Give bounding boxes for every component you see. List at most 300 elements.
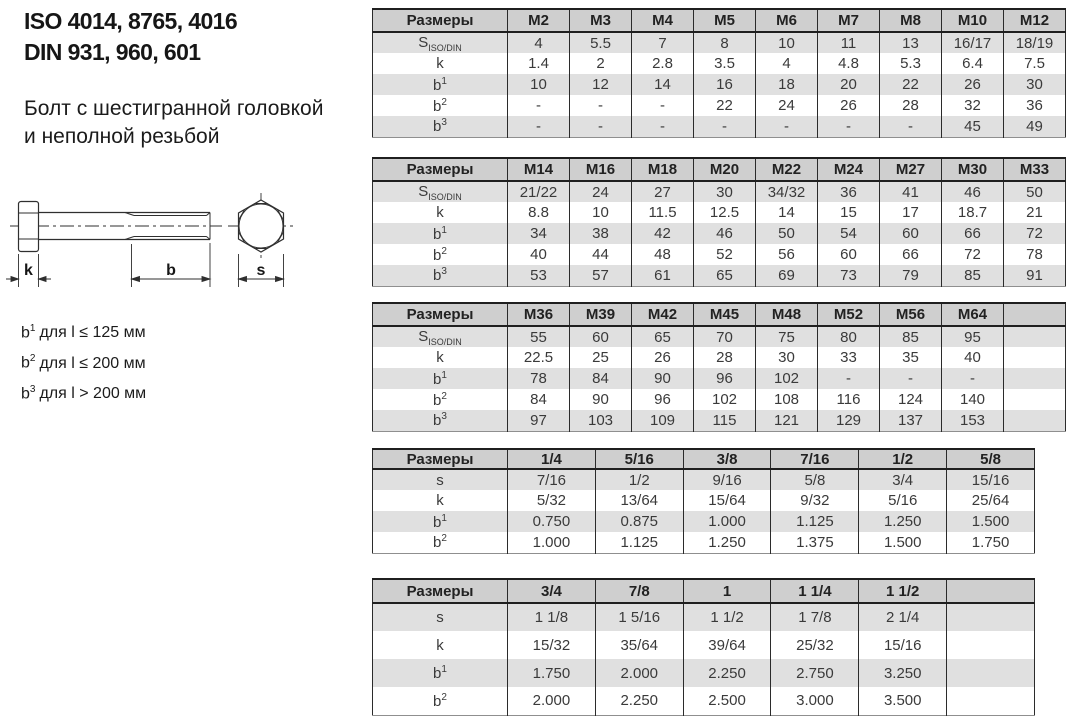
column-header: 5/16 bbox=[595, 449, 683, 469]
value-cell: 8 bbox=[694, 32, 756, 53]
column-header: M22 bbox=[756, 158, 818, 181]
row-label: $S_{ISO/DIN}$ bbox=[373, 326, 508, 347]
value-cell: 0.875 bbox=[595, 511, 683, 532]
value-cell: 7.5 bbox=[1004, 53, 1066, 74]
value-cell: 46 bbox=[694, 223, 756, 244]
value-cell: 102 bbox=[694, 389, 756, 410]
row-label: k bbox=[436, 349, 444, 366]
value-cell: 1.125 bbox=[595, 532, 683, 553]
value-cell: 34 bbox=[508, 223, 570, 244]
value-cell: 79 bbox=[880, 265, 942, 286]
value-cell: 15/32 bbox=[508, 631, 596, 659]
value-cell: 22 bbox=[694, 95, 756, 116]
value-cell: 4.8 bbox=[818, 53, 880, 74]
table-row bbox=[373, 347, 1066, 368]
row-label: $b^1$ bbox=[373, 511, 508, 532]
value-cell: 36 bbox=[818, 181, 880, 202]
column-header: M42 bbox=[632, 303, 694, 326]
value-cell: 9/16 bbox=[683, 469, 771, 490]
value-cell: 45 bbox=[942, 116, 1004, 137]
value-cell: 1 1/2 bbox=[683, 603, 771, 631]
value-cell: 78 bbox=[1004, 244, 1066, 265]
value-cell: 30 bbox=[694, 181, 756, 202]
column-header: 7/16 bbox=[771, 449, 859, 469]
document-subtitle bbox=[24, 95, 323, 151]
table-row bbox=[373, 659, 1035, 687]
value-cell: - bbox=[570, 116, 632, 137]
value-cell: 72 bbox=[942, 244, 1004, 265]
value-cell: 5.5 bbox=[570, 32, 632, 53]
value-cell: 124 bbox=[880, 389, 942, 410]
table-row bbox=[373, 32, 1066, 53]
value-cell: 48 bbox=[632, 244, 694, 265]
value-cell: 13/64 bbox=[595, 490, 683, 511]
value-cell: 2.250 bbox=[595, 687, 683, 715]
empty-cell bbox=[947, 631, 1035, 659]
value-cell: 1.4 bbox=[508, 53, 570, 74]
column-header: M30 bbox=[942, 158, 1004, 181]
empty-cell bbox=[1004, 326, 1066, 347]
column-header: 1 1/2 bbox=[859, 579, 947, 603]
value-cell: 115 bbox=[694, 410, 756, 431]
metric-sizes-table-m36-m64 bbox=[372, 302, 1066, 432]
value-cell: 80 bbox=[818, 326, 880, 347]
dimension-b-label: b bbox=[166, 262, 176, 279]
sizes-header-cell: Размеры bbox=[373, 303, 508, 326]
column-header: 1 1/4 bbox=[771, 579, 859, 603]
value-cell: 66 bbox=[880, 244, 942, 265]
value-cell: 53 bbox=[508, 265, 570, 286]
value-cell: 56 bbox=[756, 244, 818, 265]
value-cell: 5/32 bbox=[508, 490, 596, 511]
dimension-s-label: s bbox=[256, 262, 266, 279]
value-cell: 3.500 bbox=[859, 687, 947, 715]
row-label: $b^1$ bbox=[373, 368, 508, 389]
value-cell: 39/64 bbox=[683, 631, 771, 659]
value-cell: 129 bbox=[818, 410, 880, 431]
value-cell: 1.000 bbox=[508, 532, 596, 553]
value-cell: 35/64 bbox=[595, 631, 683, 659]
value-cell: 25/64 bbox=[947, 490, 1035, 511]
empty-cell bbox=[1004, 368, 1066, 389]
value-cell: 40 bbox=[942, 347, 1004, 368]
column-header: 3/8 bbox=[683, 449, 771, 469]
value-cell: 38 bbox=[570, 223, 632, 244]
value-cell: 50 bbox=[1004, 181, 1066, 202]
value-cell: 35 bbox=[880, 347, 942, 368]
column-header: M24 bbox=[818, 158, 880, 181]
column-header: M14 bbox=[508, 158, 570, 181]
column-header: M48 bbox=[756, 303, 818, 326]
value-cell: 4 bbox=[508, 32, 570, 53]
column-header: M3 bbox=[570, 9, 632, 32]
column-header: M64 bbox=[942, 303, 1004, 326]
value-cell: 12.5 bbox=[694, 202, 756, 223]
value-cell: 15/16 bbox=[947, 469, 1035, 490]
table-row bbox=[373, 410, 1066, 431]
value-cell: 5/16 bbox=[859, 490, 947, 511]
row-label: $b^3$ bbox=[373, 116, 508, 137]
value-cell: - bbox=[508, 95, 570, 116]
row-label: $b^2$ bbox=[433, 96, 447, 115]
subtitle-line-2: и неполной резьбой bbox=[24, 125, 220, 148]
row-label: $b^2$ bbox=[433, 245, 447, 264]
value-cell: - bbox=[694, 116, 756, 137]
value-cell: 72 bbox=[1004, 223, 1066, 244]
value-cell: 103 bbox=[570, 410, 632, 431]
value-cell: 97 bbox=[508, 410, 570, 431]
value-cell: 26 bbox=[818, 95, 880, 116]
column-header: M20 bbox=[694, 158, 756, 181]
value-cell: 55 bbox=[508, 326, 570, 347]
table-row bbox=[373, 631, 1035, 659]
value-cell: 17 bbox=[880, 202, 942, 223]
empty-cell bbox=[1004, 410, 1066, 431]
value-cell: 10 bbox=[756, 32, 818, 53]
footnote-b3: $b^3$ для l > 200 мм bbox=[21, 383, 147, 402]
value-cell: 27 bbox=[632, 181, 694, 202]
footnotes bbox=[21, 316, 146, 407]
table-row bbox=[373, 244, 1066, 265]
value-cell: 116 bbox=[818, 389, 880, 410]
table-row bbox=[373, 532, 1035, 553]
column-header: M52 bbox=[818, 303, 880, 326]
value-cell: 12 bbox=[570, 74, 632, 95]
value-cell: 18 bbox=[756, 74, 818, 95]
value-cell: 22.5 bbox=[508, 347, 570, 368]
value-cell: 5.3 bbox=[880, 53, 942, 74]
value-cell: - bbox=[942, 368, 1004, 389]
row-label: k bbox=[436, 55, 444, 72]
row-label: k bbox=[436, 204, 444, 221]
table-row bbox=[373, 326, 1066, 347]
table-row bbox=[373, 603, 1035, 631]
value-cell: 95 bbox=[942, 326, 1004, 347]
column-header: 1 bbox=[683, 579, 771, 603]
table-row bbox=[373, 687, 1035, 715]
value-cell: 30 bbox=[756, 347, 818, 368]
value-cell: 84 bbox=[508, 389, 570, 410]
column-header: 5/8 bbox=[947, 449, 1035, 469]
value-cell: 1.250 bbox=[683, 532, 771, 553]
value-cell: 14 bbox=[756, 202, 818, 223]
row-label: s bbox=[373, 603, 508, 631]
value-cell: 30 bbox=[1004, 74, 1066, 95]
inch-sizes-table-small bbox=[372, 448, 1035, 554]
column-header: M6 bbox=[756, 9, 818, 32]
value-cell: 1 1/8 bbox=[508, 603, 596, 631]
value-cell: 1 5/16 bbox=[595, 603, 683, 631]
sizes-header-cell: Размеры bbox=[373, 579, 508, 603]
value-cell: 96 bbox=[632, 389, 694, 410]
value-cell: 1.375 bbox=[771, 532, 859, 553]
column-header: M12 bbox=[1004, 9, 1066, 32]
column-header: M7 bbox=[818, 9, 880, 32]
value-cell: 65 bbox=[694, 265, 756, 286]
value-cell: - bbox=[632, 116, 694, 137]
value-cell: 26 bbox=[632, 347, 694, 368]
value-cell: 57 bbox=[570, 265, 632, 286]
subtitle-line-1: Болт с шестигранной головкой bbox=[24, 97, 324, 120]
value-cell: 2.750 bbox=[771, 659, 859, 687]
row-label: $b^1$ bbox=[373, 659, 508, 687]
value-cell: 78 bbox=[508, 368, 570, 389]
empty-cell bbox=[947, 659, 1035, 687]
document-title bbox=[24, 6, 237, 68]
bolt-end-view bbox=[228, 193, 294, 259]
bolt-technical-drawing bbox=[0, 180, 330, 312]
title-iso-line: ISO 4014, 8765, 4016 bbox=[24, 8, 238, 34]
value-cell: 1.500 bbox=[859, 532, 947, 553]
value-cell: 16/17 bbox=[942, 32, 1004, 53]
title-din-line: DIN 931, 960, 601 bbox=[24, 39, 201, 65]
value-cell: 69 bbox=[756, 265, 818, 286]
table-row bbox=[373, 95, 1066, 116]
value-cell: 15/64 bbox=[683, 490, 771, 511]
column-header: M10 bbox=[942, 9, 1004, 32]
value-cell: 41 bbox=[880, 181, 942, 202]
table-row bbox=[373, 53, 1066, 74]
value-cell: 108 bbox=[756, 389, 818, 410]
value-cell: 90 bbox=[570, 389, 632, 410]
sizes-header-cell: Размеры bbox=[373, 158, 508, 181]
value-cell: 21/22 bbox=[508, 181, 570, 202]
value-cell: 1.500 bbox=[947, 511, 1035, 532]
value-cell: 3.000 bbox=[771, 687, 859, 715]
row-label: $b^2$ bbox=[433, 691, 447, 710]
value-cell: 26 bbox=[942, 74, 1004, 95]
row-label: k bbox=[436, 636, 444, 654]
value-cell: 2.000 bbox=[508, 687, 596, 715]
column-header: 7/8 bbox=[595, 579, 683, 603]
value-cell: 44 bbox=[570, 244, 632, 265]
column-header: M16 bbox=[570, 158, 632, 181]
value-cell: 2 1/4 bbox=[859, 603, 947, 631]
value-cell: 46 bbox=[942, 181, 1004, 202]
value-cell: 22 bbox=[880, 74, 942, 95]
column-header: 1/4 bbox=[508, 449, 596, 469]
value-cell: 25/32 bbox=[771, 631, 859, 659]
value-cell: 14 bbox=[632, 74, 694, 95]
footnote-b1: $b^1$ для l ≤ 125 мм bbox=[21, 323, 146, 342]
value-cell: 2.500 bbox=[683, 687, 771, 715]
table-row bbox=[373, 511, 1035, 532]
table-row bbox=[373, 223, 1066, 244]
table-row bbox=[373, 389, 1066, 410]
value-cell: 0.750 bbox=[508, 511, 596, 532]
value-cell: 18.7 bbox=[942, 202, 1004, 223]
value-cell: 102 bbox=[756, 368, 818, 389]
inch-sizes-table-large bbox=[372, 578, 1035, 716]
value-cell: 1.000 bbox=[683, 511, 771, 532]
column-header: M4 bbox=[632, 9, 694, 32]
value-cell: 91 bbox=[1004, 265, 1066, 286]
table-row bbox=[373, 469, 1035, 490]
row-label: $S_{ISO/DIN}$ bbox=[373, 181, 508, 202]
row-label: $b^3$ bbox=[373, 265, 508, 286]
table-row bbox=[373, 74, 1066, 95]
value-cell: 90 bbox=[632, 368, 694, 389]
value-cell: 3.250 bbox=[859, 659, 947, 687]
table-row bbox=[373, 202, 1066, 223]
dimension-lines bbox=[6, 243, 284, 287]
value-cell: 11.5 bbox=[632, 202, 694, 223]
metric-sizes-table-m14-m33 bbox=[372, 157, 1066, 287]
value-cell: - bbox=[508, 116, 570, 137]
column-header: M5 bbox=[694, 9, 756, 32]
value-cell: 1.125 bbox=[771, 511, 859, 532]
row-label: k bbox=[436, 492, 444, 509]
value-cell: 2.8 bbox=[632, 53, 694, 74]
value-cell: 5/8 bbox=[771, 469, 859, 490]
column-header: M45 bbox=[694, 303, 756, 326]
value-cell: 3.5 bbox=[694, 53, 756, 74]
value-cell: 1.250 bbox=[859, 511, 947, 532]
column-header: 3/4 bbox=[508, 579, 596, 603]
value-cell: 109 bbox=[632, 410, 694, 431]
value-cell: 96 bbox=[694, 368, 756, 389]
column-header: 1/2 bbox=[859, 449, 947, 469]
dimension-k-label: k bbox=[24, 262, 33, 279]
row-label: $S_{ISO/DIN}$ bbox=[373, 32, 508, 53]
table-row bbox=[373, 368, 1066, 389]
header-row bbox=[373, 158, 1066, 181]
empty-cell bbox=[947, 687, 1035, 715]
header-row bbox=[373, 449, 1035, 469]
value-cell: 32 bbox=[942, 95, 1004, 116]
value-cell: 40 bbox=[508, 244, 570, 265]
value-cell: 66 bbox=[942, 223, 1004, 244]
column-header: M56 bbox=[880, 303, 942, 326]
row-label: $b^2$ bbox=[433, 390, 447, 409]
value-cell: 20 bbox=[818, 74, 880, 95]
value-cell: 75 bbox=[756, 326, 818, 347]
sizes-header-cell: Размеры bbox=[373, 9, 508, 32]
value-cell: - bbox=[756, 116, 818, 137]
value-cell: 61 bbox=[632, 265, 694, 286]
header-row bbox=[373, 579, 1035, 603]
value-cell: 2.250 bbox=[683, 659, 771, 687]
table-row bbox=[373, 181, 1066, 202]
value-cell: 28 bbox=[694, 347, 756, 368]
value-cell: 50 bbox=[756, 223, 818, 244]
value-cell: 6.4 bbox=[942, 53, 1004, 74]
value-cell: 2.000 bbox=[595, 659, 683, 687]
value-cell: 85 bbox=[880, 326, 942, 347]
value-cell: 1.750 bbox=[508, 659, 596, 687]
table-row bbox=[373, 116, 1066, 137]
row-label: $b^2$ bbox=[433, 533, 447, 552]
value-cell: 8.8 bbox=[508, 202, 570, 223]
value-cell: 13 bbox=[880, 32, 942, 53]
value-cell: 28 bbox=[880, 95, 942, 116]
row-label: $b^1$ bbox=[373, 74, 508, 95]
value-cell: 15/16 bbox=[859, 631, 947, 659]
value-cell: 85 bbox=[942, 265, 1004, 286]
row-label: s bbox=[373, 469, 508, 490]
value-cell: - bbox=[880, 368, 942, 389]
value-cell: 2 bbox=[570, 53, 632, 74]
value-cell: - bbox=[632, 95, 694, 116]
empty-cell bbox=[947, 603, 1035, 631]
header-row bbox=[373, 9, 1066, 32]
column-header: M36 bbox=[508, 303, 570, 326]
table-row bbox=[373, 265, 1066, 286]
value-cell: 137 bbox=[880, 410, 942, 431]
value-cell: 15 bbox=[818, 202, 880, 223]
value-cell: 60 bbox=[570, 326, 632, 347]
column-header: M18 bbox=[632, 158, 694, 181]
sizes-header-cell: Размеры bbox=[373, 449, 508, 469]
value-cell: 65 bbox=[632, 326, 694, 347]
value-cell: 7/16 bbox=[508, 469, 596, 490]
row-label: $b^3$ bbox=[373, 410, 508, 431]
value-cell: 52 bbox=[694, 244, 756, 265]
value-cell: 21 bbox=[1004, 202, 1066, 223]
value-cell: 24 bbox=[756, 95, 818, 116]
value-cell: 16 bbox=[694, 74, 756, 95]
value-cell: - bbox=[818, 116, 880, 137]
value-cell: 34/32 bbox=[756, 181, 818, 202]
empty-cell bbox=[1004, 389, 1066, 410]
value-cell: 84 bbox=[570, 368, 632, 389]
footnote-b2: $b^2$ для l ≤ 200 мм bbox=[21, 353, 146, 372]
empty-header-cell bbox=[947, 579, 1035, 603]
metric-sizes-table-m2-m12 bbox=[372, 8, 1066, 138]
column-header: M33 bbox=[1004, 158, 1066, 181]
column-header: M39 bbox=[570, 303, 632, 326]
value-cell: 18/19 bbox=[1004, 32, 1066, 53]
empty-header-cell bbox=[1004, 303, 1066, 326]
table-row bbox=[373, 490, 1035, 511]
header-row bbox=[373, 303, 1066, 326]
value-cell: 10 bbox=[508, 74, 570, 95]
value-cell: 3/4 bbox=[859, 469, 947, 490]
value-cell: 7 bbox=[632, 32, 694, 53]
value-cell: 73 bbox=[818, 265, 880, 286]
value-cell: 25 bbox=[570, 347, 632, 368]
value-cell: - bbox=[570, 95, 632, 116]
value-cell: - bbox=[818, 368, 880, 389]
row-label: $b^1$ bbox=[373, 223, 508, 244]
value-cell: 4 bbox=[756, 53, 818, 74]
value-cell: 121 bbox=[756, 410, 818, 431]
value-cell: 1/2 bbox=[595, 469, 683, 490]
value-cell: 1.750 bbox=[947, 532, 1035, 553]
value-cell: 49 bbox=[1004, 116, 1066, 137]
bolt-side-view bbox=[10, 202, 222, 252]
value-cell: 140 bbox=[942, 389, 1004, 410]
value-cell: 70 bbox=[694, 326, 756, 347]
value-cell: 11 bbox=[818, 32, 880, 53]
value-cell: 60 bbox=[880, 223, 942, 244]
value-cell: 24 bbox=[570, 181, 632, 202]
value-cell: 42 bbox=[632, 223, 694, 244]
value-cell: 60 bbox=[818, 244, 880, 265]
value-cell: 10 bbox=[570, 202, 632, 223]
value-cell: 54 bbox=[818, 223, 880, 244]
empty-cell bbox=[1004, 347, 1066, 368]
value-cell: 36 bbox=[1004, 95, 1066, 116]
column-header: M2 bbox=[508, 9, 570, 32]
value-cell: 9/32 bbox=[771, 490, 859, 511]
value-cell: 33 bbox=[818, 347, 880, 368]
column-header: M8 bbox=[880, 9, 942, 32]
column-header: M27 bbox=[880, 158, 942, 181]
value-cell: 153 bbox=[942, 410, 1004, 431]
value-cell: - bbox=[880, 116, 942, 137]
value-cell: 1 7/8 bbox=[771, 603, 859, 631]
